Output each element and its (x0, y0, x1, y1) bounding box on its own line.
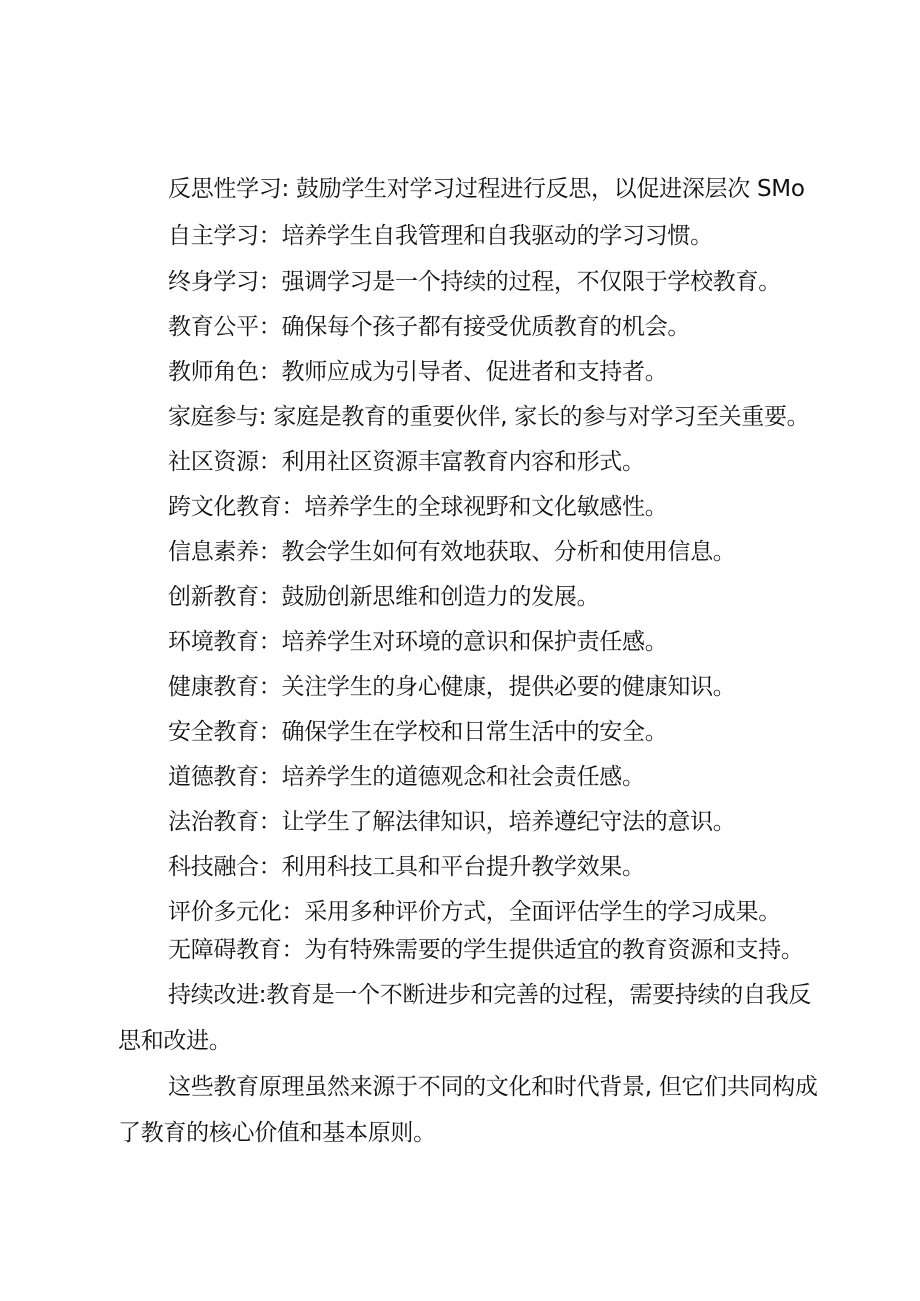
list-item: 跨文化教育：培养学生的全球视野和文化敏感性。 (168, 494, 668, 520)
list-item: 教师角色：教师应成为引导者、促进者和支持者。 (168, 359, 668, 385)
list-item: 无障碍教育：为有特殊需要的学生提供适宜的教育资源和支持。 (168, 937, 804, 963)
list-item: 教育公平：确保每个孩子都有接受优质教育的机会。 (168, 314, 691, 340)
list-item: 信息素养：教会学生如何有效地获取、分析和使用信息。 (168, 539, 736, 565)
list-item: 自主学习：培养学生自我管理和自我驱动的学习习惯。 (168, 223, 713, 249)
list-item: 安全教育：确保学生在学校和日常生活中的安全。 (168, 719, 668, 745)
list-item: 家庭参与: 家庭是教育的重要伙伴, 家长的参与对学习至关重要。 (168, 404, 810, 430)
list-item: 社区资源：利用社区资源丰富教育内容和形式。 (168, 449, 645, 475)
list-item: 终身学习：强调学习是一个持续的过程，不仅限于学校教育。 (168, 269, 781, 295)
list-item: 创新教育：鼓励创新思维和创造力的发展。 (168, 584, 600, 610)
list-item: 评价多元化：采用多种评价方式，全面评估学生的学习成果。 (168, 899, 781, 925)
list-item: 道德教育：培养学生的道德观念和社会责任感。 (168, 764, 645, 790)
paragraph-conclusion: 这些教育原理虽然来源于不同的文化和时代背景, 但它们共同构成了教育的核心价值和基本原则。 (118, 1074, 818, 1146)
list-item: 法治教育：让学生了解法律知识，培养遵纪守法的意识。 (168, 809, 736, 835)
list-item: 反思性学习: 鼓励学生对学习过程进行反思，以促进深层次 SMo (168, 176, 805, 202)
list-item: 科技融合：利用科技工具和平台提升教学效果。 (168, 854, 645, 880)
paragraph-continuous-improvement: 持续改进:教育是一个不断进步和完善的过程，需要持续的自我反思和改进。 (118, 982, 812, 1054)
list-item: 健康教育：关注学生的身心健康，提供必要的健康知识。 (168, 674, 736, 700)
list-item: 环境教育：培养学生对环境的意识和保护责任感。 (168, 629, 668, 655)
